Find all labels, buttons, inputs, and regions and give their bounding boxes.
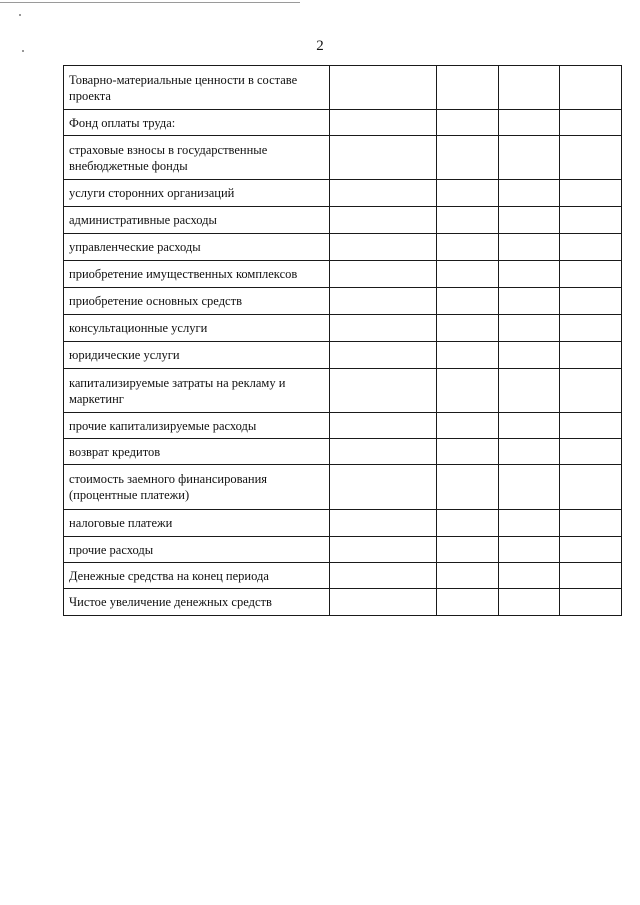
- value-cell: [330, 234, 437, 261]
- value-cell: [560, 261, 622, 288]
- table-row: [64, 589, 622, 616]
- value-cell: [499, 110, 560, 136]
- table-row: [64, 537, 622, 563]
- row-label: административные расходы: [64, 207, 330, 234]
- value-cell: [330, 439, 437, 465]
- value-cell: [330, 510, 437, 537]
- row-label: приобретение имущественных комплексов: [64, 261, 330, 288]
- table-row: [64, 207, 622, 234]
- value-cell: [499, 537, 560, 563]
- table-row: [64, 315, 622, 342]
- row-label: страховые взносы в государственные внебюджетные фонды: [64, 136, 330, 180]
- table-row: [64, 439, 622, 465]
- value-cell: [437, 342, 499, 369]
- value-cell: [560, 110, 622, 136]
- table-row: [64, 465, 622, 510]
- value-cell: [437, 207, 499, 234]
- value-cell: [499, 510, 560, 537]
- value-cell: [499, 465, 560, 510]
- value-cell: [499, 413, 560, 439]
- table-row: [64, 563, 622, 589]
- value-cell: [330, 261, 437, 288]
- table-row: [64, 180, 622, 207]
- value-cell: [560, 234, 622, 261]
- value-cell: [330, 342, 437, 369]
- value-cell: [499, 234, 560, 261]
- value-cell: [330, 563, 437, 589]
- value-cell: [330, 369, 437, 413]
- table-row: [64, 66, 622, 110]
- value-cell: [560, 288, 622, 315]
- value-cell: [330, 207, 437, 234]
- table-row: [64, 369, 622, 413]
- value-cell: [437, 537, 499, 563]
- value-cell: [499, 563, 560, 589]
- value-cell: [437, 563, 499, 589]
- value-cell: [499, 180, 560, 207]
- row-label: Денежные средства на конец периода: [64, 563, 330, 589]
- table-row: [64, 136, 622, 180]
- value-cell: [330, 66, 437, 110]
- value-cell: [437, 234, 499, 261]
- value-cell: [560, 136, 622, 180]
- scan-speck: [19, 14, 21, 16]
- value-cell: [499, 207, 560, 234]
- value-cell: [330, 288, 437, 315]
- value-cell: [330, 180, 437, 207]
- row-label: приобретение основных средств: [64, 288, 330, 315]
- value-cell: [499, 288, 560, 315]
- table-row: [64, 510, 622, 537]
- table-row: [64, 413, 622, 439]
- value-cell: [437, 510, 499, 537]
- value-cell: [437, 589, 499, 616]
- value-cell: [560, 66, 622, 110]
- value-cell: [560, 180, 622, 207]
- value-cell: [560, 465, 622, 510]
- value-cell: [560, 510, 622, 537]
- value-cell: [330, 110, 437, 136]
- value-cell: [499, 315, 560, 342]
- table-row: [64, 288, 622, 315]
- budget-table-body: [64, 66, 622, 616]
- value-cell: [437, 110, 499, 136]
- value-cell: [437, 413, 499, 439]
- value-cell: [499, 66, 560, 110]
- table-row: [64, 261, 622, 288]
- row-label: стоимость заемного финансирования (процентные платежи): [64, 465, 330, 510]
- row-label: возврат кредитов: [64, 439, 330, 465]
- row-label: услуги сторонних организаций: [64, 180, 330, 207]
- value-cell: [560, 589, 622, 616]
- value-cell: [437, 439, 499, 465]
- value-cell: [499, 589, 560, 616]
- table-row: [64, 234, 622, 261]
- value-cell: [499, 342, 560, 369]
- row-label: Фонд оплаты труда:: [64, 110, 330, 136]
- value-cell: [499, 136, 560, 180]
- value-cell: [330, 413, 437, 439]
- table-row: [64, 342, 622, 369]
- value-cell: [330, 315, 437, 342]
- value-cell: [499, 261, 560, 288]
- budget-table: [63, 65, 622, 616]
- value-cell: [560, 342, 622, 369]
- value-cell: [437, 315, 499, 342]
- value-cell: [437, 369, 499, 413]
- row-label: консультационные услуги: [64, 315, 330, 342]
- value-cell: [560, 207, 622, 234]
- value-cell: [560, 315, 622, 342]
- value-cell: [560, 413, 622, 439]
- value-cell: [560, 369, 622, 413]
- row-label: налоговые платежи: [64, 510, 330, 537]
- value-cell: [437, 66, 499, 110]
- row-label: прочие расходы: [64, 537, 330, 563]
- value-cell: [437, 465, 499, 510]
- value-cell: [437, 261, 499, 288]
- value-cell: [560, 563, 622, 589]
- page-number: 2: [316, 38, 324, 54]
- row-label: капитализируемые затраты на рекламу и маркетинг: [64, 369, 330, 413]
- scan-edge-line: [0, 2, 300, 3]
- value-cell: [437, 288, 499, 315]
- value-cell: [499, 439, 560, 465]
- row-label: прочие капитализируемые расходы: [64, 413, 330, 439]
- table-row: [64, 110, 622, 136]
- value-cell: [330, 537, 437, 563]
- row-label: юридические услуги: [64, 342, 330, 369]
- value-cell: [560, 439, 622, 465]
- value-cell: [437, 180, 499, 207]
- row-label: управленческие расходы: [64, 234, 330, 261]
- row-label: Товарно-материальные ценности в составе проекта: [64, 66, 330, 110]
- value-cell: [499, 369, 560, 413]
- value-cell: [437, 136, 499, 180]
- value-cell: [330, 136, 437, 180]
- value-cell: [560, 537, 622, 563]
- value-cell: [330, 589, 437, 616]
- value-cell: [330, 465, 437, 510]
- row-label: Чистое увеличение денежных средств: [64, 589, 330, 616]
